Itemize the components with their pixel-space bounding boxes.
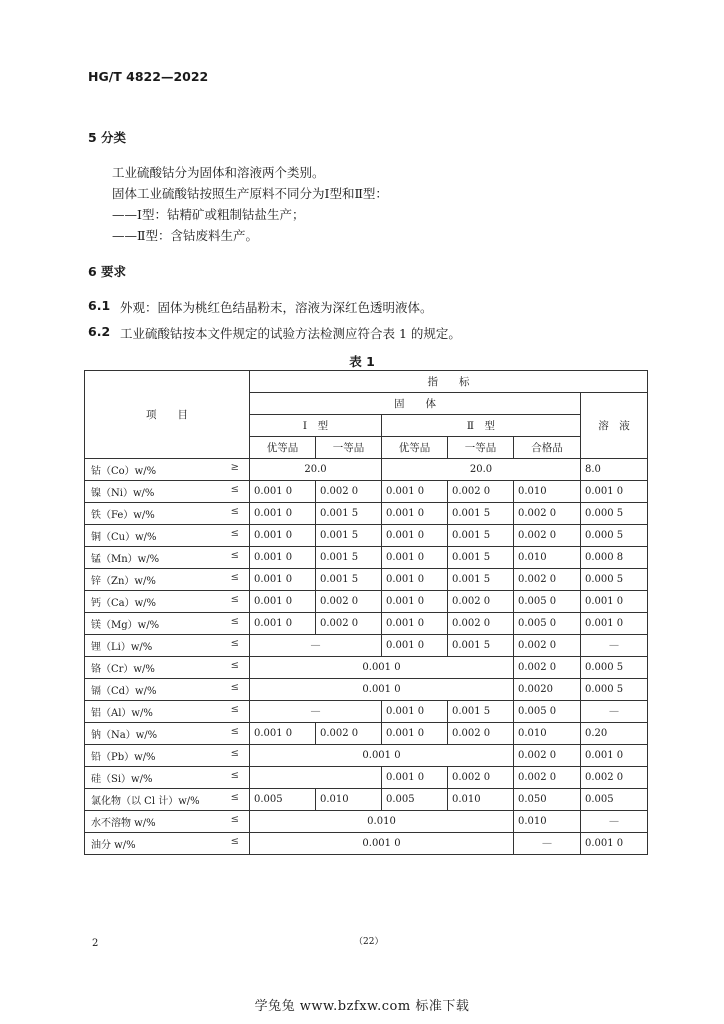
value-cell: 0.010 [514, 481, 581, 503]
watermark-footer: 学兔兔 www.bzfxw.com 标准下载 [254, 999, 470, 1014]
value-cell: 0.001 0 [382, 613, 448, 635]
value-cell: 0.001 0 [250, 613, 316, 635]
table-row [85, 547, 648, 569]
table-row [85, 481, 648, 503]
item-name-cell [85, 635, 250, 657]
table-row [85, 811, 648, 833]
value-cell: 0.002 0 [514, 657, 581, 679]
header-grade: 一等品 [316, 437, 382, 459]
header-grade: 合格品 [514, 437, 581, 459]
value-cell: 0.010 [448, 789, 514, 811]
value-cell: 0.002 0 [316, 723, 382, 745]
value-cell: 0.001 0 [382, 503, 448, 525]
value-cell: 0.001 0 [382, 569, 448, 591]
limit-symbol: ≤ [230, 594, 239, 605]
clause-6-1-text: 外观：固体为桃红色结晶粉末，溶液为深红色透明液体。 [120, 300, 433, 315]
value-cell: 0.002 0 [316, 613, 382, 635]
value-cell: 0.002 0 [514, 525, 581, 547]
value-cell: 0.001 0 [382, 591, 448, 613]
table-caption: 表 1 [349, 354, 375, 369]
limit-symbol: ≤ [230, 484, 239, 495]
merged-value-cell: 0.001 0 [250, 679, 514, 701]
section-5-line-1: 工业硫酸钴分为固体和溶液两个类别。 [112, 165, 325, 180]
item-name-cell [85, 789, 250, 811]
limit-symbol: ≤ [230, 814, 239, 825]
clause-6-2-text: 工业硫酸钴按本文件规定的试验方法检测应符合表 1 的规定。 [120, 326, 461, 341]
item-name: 钠（Na）w/% [91, 730, 158, 741]
value-cell: 0.002 0 [316, 591, 382, 613]
value-cell: 0.001 0 [250, 503, 316, 525]
value-cell: 0.001 0 [581, 833, 648, 855]
clause-6-1-number: 6.1 [88, 298, 111, 313]
limit-symbol: ≤ [230, 836, 239, 847]
item-name: 油分 w/% [91, 840, 136, 851]
value-cell: — [581, 701, 648, 723]
value-cell: — [581, 635, 648, 657]
item-name-cell [85, 591, 250, 613]
merged-value-cell [250, 767, 382, 789]
value-cell: 0.001 5 [316, 547, 382, 569]
value-cell: 0.050 [514, 789, 581, 811]
value-cell: 0.000 5 [581, 569, 648, 591]
item-name-cell [85, 767, 250, 789]
table-row [85, 657, 648, 679]
value-cell: 0.001 5 [316, 503, 382, 525]
value-cell: 0.000 5 [581, 503, 648, 525]
limit-symbol: ≤ [230, 726, 239, 737]
item-name-cell [85, 657, 250, 679]
value-cell: 0.005 [250, 789, 316, 811]
merged-value-cell: 0.001 0 [250, 833, 514, 855]
item-name: 镍（Ni）w/% [91, 488, 155, 499]
merged-value-cell: 20.0 [250, 459, 382, 481]
item-name-cell [85, 525, 250, 547]
value-cell: 0.001 5 [448, 701, 514, 723]
limit-symbol: ≤ [230, 528, 239, 539]
limit-symbol: ≤ [230, 682, 239, 693]
limit-symbol: ≤ [230, 792, 239, 803]
header-item: 项 目 [85, 371, 250, 459]
value-cell: 0.002 0 [514, 635, 581, 657]
value-cell: 0.001 0 [250, 525, 316, 547]
value-cell: 0.005 0 [514, 613, 581, 635]
value-cell: 0.002 0 [514, 569, 581, 591]
header-index: 指 标 [250, 371, 648, 393]
value-cell: 0.002 0 [448, 481, 514, 503]
limit-symbol: ≤ [230, 550, 239, 561]
value-cell: 0.001 5 [316, 569, 382, 591]
value-cell: 0.002 0 [316, 481, 382, 503]
value-cell: — [514, 833, 581, 855]
value-cell: — [581, 811, 648, 833]
value-cell: 8.0 [581, 459, 648, 481]
item-name: 铅（Pb）w/% [91, 752, 156, 763]
section-5-line-2: 固体工业硫酸钴按照生产原料不同分为Ⅰ型和Ⅱ型： [112, 186, 388, 201]
value-cell: 0.001 0 [581, 591, 648, 613]
value-cell: 0.010 [316, 789, 382, 811]
item-name: 镁（Mg）w/% [91, 620, 160, 631]
section-5-line-3: ——Ⅰ型：钴精矿或粗制钴盐生产； [112, 207, 305, 222]
merged-value-cell: 20.0 [382, 459, 581, 481]
item-name: 铬（Cr）w/% [91, 664, 155, 675]
item-name: 钙（Ca）w/% [91, 598, 157, 609]
value-cell: 0.005 0 [514, 591, 581, 613]
table-row [85, 525, 648, 547]
merged-value-cell: 0.010 [250, 811, 514, 833]
value-cell: 0.000 5 [581, 525, 648, 547]
value-cell: 0.001 0 [581, 481, 648, 503]
value-cell: 0.001 0 [382, 767, 448, 789]
item-name-cell [85, 569, 250, 591]
header-grade: 优等品 [250, 437, 316, 459]
header-type-2: Ⅱ 型 [382, 415, 581, 437]
value-cell: 0.20 [581, 723, 648, 745]
table-row [85, 833, 648, 855]
item-name: 锰（Mn）w/% [91, 554, 160, 565]
limit-symbol: ≤ [230, 770, 239, 781]
header-grade: 优等品 [382, 437, 448, 459]
table-row [85, 613, 648, 635]
value-cell: 0.001 0 [382, 635, 448, 657]
value-cell: 0.005 [581, 789, 648, 811]
value-cell: 0.001 0 [382, 701, 448, 723]
value-cell: 0.002 0 [448, 723, 514, 745]
value-cell: 0.002 0 [514, 503, 581, 525]
requirements-table [84, 370, 648, 855]
table-row [85, 459, 648, 481]
value-cell: 0.001 0 [250, 547, 316, 569]
limit-symbol: ≤ [230, 660, 239, 671]
item-name-cell [85, 701, 250, 723]
value-cell: 0.001 0 [382, 547, 448, 569]
document-code-header: HG/T 4822—2022 [88, 69, 209, 84]
limit-symbol: ≤ [230, 572, 239, 583]
table-row [85, 591, 648, 613]
value-cell: 0.005 0 [514, 701, 581, 723]
value-cell: 0.002 0 [581, 767, 648, 789]
item-name-cell [85, 481, 250, 503]
value-cell: 0.001 0 [250, 481, 316, 503]
value-cell: 0.001 0 [250, 569, 316, 591]
value-cell: 0.001 5 [448, 547, 514, 569]
merged-value-cell: 0.001 0 [250, 657, 514, 679]
item-name: 铝（Al）w/% [91, 708, 153, 719]
page-number: 2 [92, 938, 99, 949]
value-cell: 0.010 [514, 811, 581, 833]
limit-symbol: ≤ [230, 748, 239, 759]
item-name-cell [85, 503, 250, 525]
item-name-cell [85, 723, 250, 745]
section-5-title: 5 分类 [88, 130, 127, 145]
value-cell: 0.0020 [514, 679, 581, 701]
value-cell: 0.001 5 [448, 569, 514, 591]
header-solution: 溶 液 [581, 393, 648, 459]
value-cell: 0.001 0 [581, 613, 648, 635]
item-name-cell [85, 811, 250, 833]
section-5-line-4: ——Ⅱ型：含钴废料生产。 [112, 228, 258, 243]
limit-symbol: ≤ [230, 638, 239, 649]
merged-value-cell: — [250, 635, 382, 657]
value-cell: 0.001 5 [316, 525, 382, 547]
item-name: 硅（Si）w/% [91, 774, 153, 785]
value-cell: 0.002 0 [514, 745, 581, 767]
value-cell: 0.001 0 [382, 525, 448, 547]
item-name-cell [85, 547, 250, 569]
item-name: 铁（Fe）w/% [91, 510, 155, 521]
header-grade: 一等品 [448, 437, 514, 459]
value-cell: 0.010 [514, 547, 581, 569]
item-name-cell [85, 833, 250, 855]
item-name: 钴（Co）w/% [91, 466, 157, 477]
item-name: 镉（Cd）w/% [91, 686, 157, 697]
table-row [85, 679, 648, 701]
value-cell: 0.001 5 [448, 635, 514, 657]
limit-symbol: ≥ [230, 462, 239, 473]
value-cell: 0.002 0 [514, 767, 581, 789]
header-type-1: Ⅰ 型 [250, 415, 382, 437]
value-cell: 0.000 8 [581, 547, 648, 569]
item-name: 锌（Zn）w/% [91, 576, 156, 587]
value-cell: 0.001 0 [581, 745, 648, 767]
value-cell: 0.002 0 [448, 767, 514, 789]
table-row [85, 767, 648, 789]
item-name-cell [85, 745, 250, 767]
value-cell: 0.000 5 [581, 657, 648, 679]
clause-6-2-number: 6.2 [88, 324, 111, 339]
item-name-cell [85, 459, 250, 481]
section-6-title: 6 要求 [88, 264, 127, 279]
item-name-cell [85, 679, 250, 701]
value-cell: 0.002 0 [448, 591, 514, 613]
table-row [85, 635, 648, 657]
table-row [85, 503, 648, 525]
value-cell: 0.001 0 [250, 723, 316, 745]
table-row [85, 723, 648, 745]
header-solid: 固 体 [250, 393, 581, 415]
page-sub-number: （22） [354, 937, 384, 947]
limit-symbol: ≤ [230, 704, 239, 715]
merged-value-cell: — [250, 701, 382, 723]
value-cell: 0.010 [514, 723, 581, 745]
table-row [85, 789, 648, 811]
value-cell: 0.001 5 [448, 525, 514, 547]
value-cell: 0.001 5 [448, 503, 514, 525]
item-name: 水不溶物 w/% [91, 818, 156, 829]
value-cell: 0.002 0 [448, 613, 514, 635]
merged-value-cell: 0.001 0 [250, 745, 514, 767]
limit-symbol: ≤ [230, 616, 239, 627]
value-cell: 0.005 [382, 789, 448, 811]
limit-symbol: ≤ [230, 506, 239, 517]
table-row [85, 569, 648, 591]
item-name: 锂（Li）w/% [91, 642, 153, 653]
value-cell: 0.001 0 [250, 591, 316, 613]
value-cell: 0.000 5 [581, 679, 648, 701]
table-row [85, 745, 648, 767]
item-name-cell [85, 613, 250, 635]
item-name: 氯化物（以 Cl 计）w/% [91, 796, 200, 807]
value-cell: 0.001 0 [382, 481, 448, 503]
item-name: 铜（Cu）w/% [91, 532, 157, 543]
table-row [85, 701, 648, 723]
value-cell: 0.001 0 [382, 723, 448, 745]
